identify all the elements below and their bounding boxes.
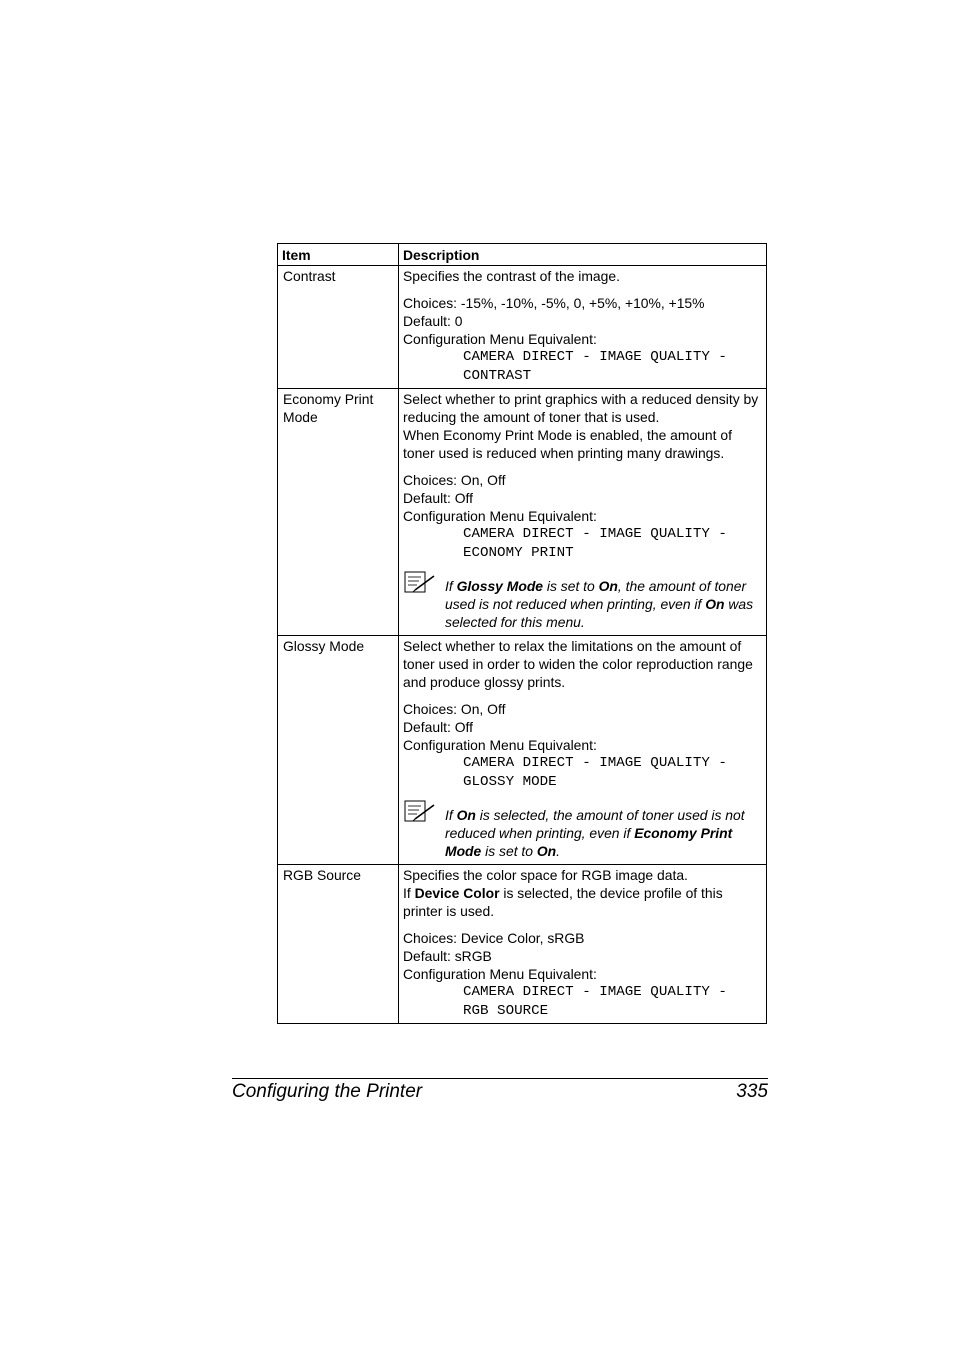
column-header-description: Description [399, 244, 767, 266]
page-number: 335 [736, 1081, 768, 1102]
table-row [278, 266, 767, 389]
note [403, 800, 764, 860]
default-text: Default: 0 [403, 313, 463, 329]
description-cell [399, 865, 767, 1024]
default-text: Default: Off [403, 490, 474, 506]
config-path: CAMERA DIRECT - IMAGE QUALITY - [463, 984, 727, 1000]
choices-text: Choices: -15%, -10%, -5%, 0, +5%, +10%, +15% [403, 295, 705, 311]
config-path: RGB SOURCE [463, 1003, 549, 1019]
default-text: Default: sRGB [403, 948, 492, 964]
table-row [278, 636, 767, 865]
config-path: CAMERA DIRECT - IMAGE QUALITY - [463, 526, 727, 542]
description-text: If Device Color is selected, the device profile of this printer is used. [403, 885, 723, 919]
config-path: CAMERA DIRECT - IMAGE QUALITY - [463, 755, 727, 771]
description-text: Specifies the color space for RGB image data. [403, 867, 688, 883]
description-text: Specifies the contrast of the image. [403, 268, 620, 284]
column-header-item: Item [278, 244, 399, 266]
item-cell: Contrast [278, 266, 399, 389]
config-label: Configuration Menu Equivalent: [403, 331, 597, 347]
description-cell [399, 389, 767, 636]
config-path: CONTRAST [463, 368, 532, 384]
config-path: CAMERA DIRECT - IMAGE QUALITY - [463, 349, 727, 365]
description-text: Select whether to relax the limitations on the amount of toner used in order to widen the color reproduction range and produce glossy prints. [403, 638, 753, 690]
note-pencil-icon [403, 571, 445, 631]
config-label: Configuration Menu Equivalent: [403, 508, 597, 524]
config-label: Configuration Menu Equivalent: [403, 737, 597, 753]
table-row [278, 389, 767, 636]
item-cell: Economy Print Mode [278, 389, 399, 636]
description-cell [399, 266, 767, 389]
config-path: GLOSSY MODE [463, 774, 557, 790]
table-header-row [278, 244, 767, 266]
default-text: Default: Off [403, 719, 474, 735]
note-pencil-icon [403, 800, 445, 860]
table-row [278, 865, 767, 1024]
config-path: ECONOMY PRINT [463, 545, 574, 561]
description-text: When Economy Print Mode is enabled, the amount of toner used is reduced when printing many drawings. [403, 427, 732, 461]
note [403, 571, 764, 631]
settings-table [277, 243, 767, 1024]
footer-divider [232, 1078, 768, 1079]
choices-text: Choices: Device Color, sRGB [403, 930, 585, 946]
config-label: Configuration Menu Equivalent: [403, 966, 597, 982]
note-text: If Glossy Mode is set to On, the amount of toner used is not reduced when printing, even if On was selected for this menu. [445, 578, 754, 630]
choices-text: Choices: On, Off [403, 472, 506, 488]
footer-title: Configuring the Printer [232, 1081, 423, 1102]
item-cell: Glossy Mode [278, 636, 399, 865]
choices-text: Choices: On, Off [403, 701, 506, 717]
description-text: Select whether to print graphics with a reduced density by reducing the amount of toner that is used. [403, 391, 759, 425]
note-text: If On is selected, the amount of toner used is not reduced when printing, even if Economy Print Mode is set to On. [445, 807, 745, 859]
description-cell [399, 636, 767, 865]
item-cell: RGB Source [278, 865, 399, 1024]
